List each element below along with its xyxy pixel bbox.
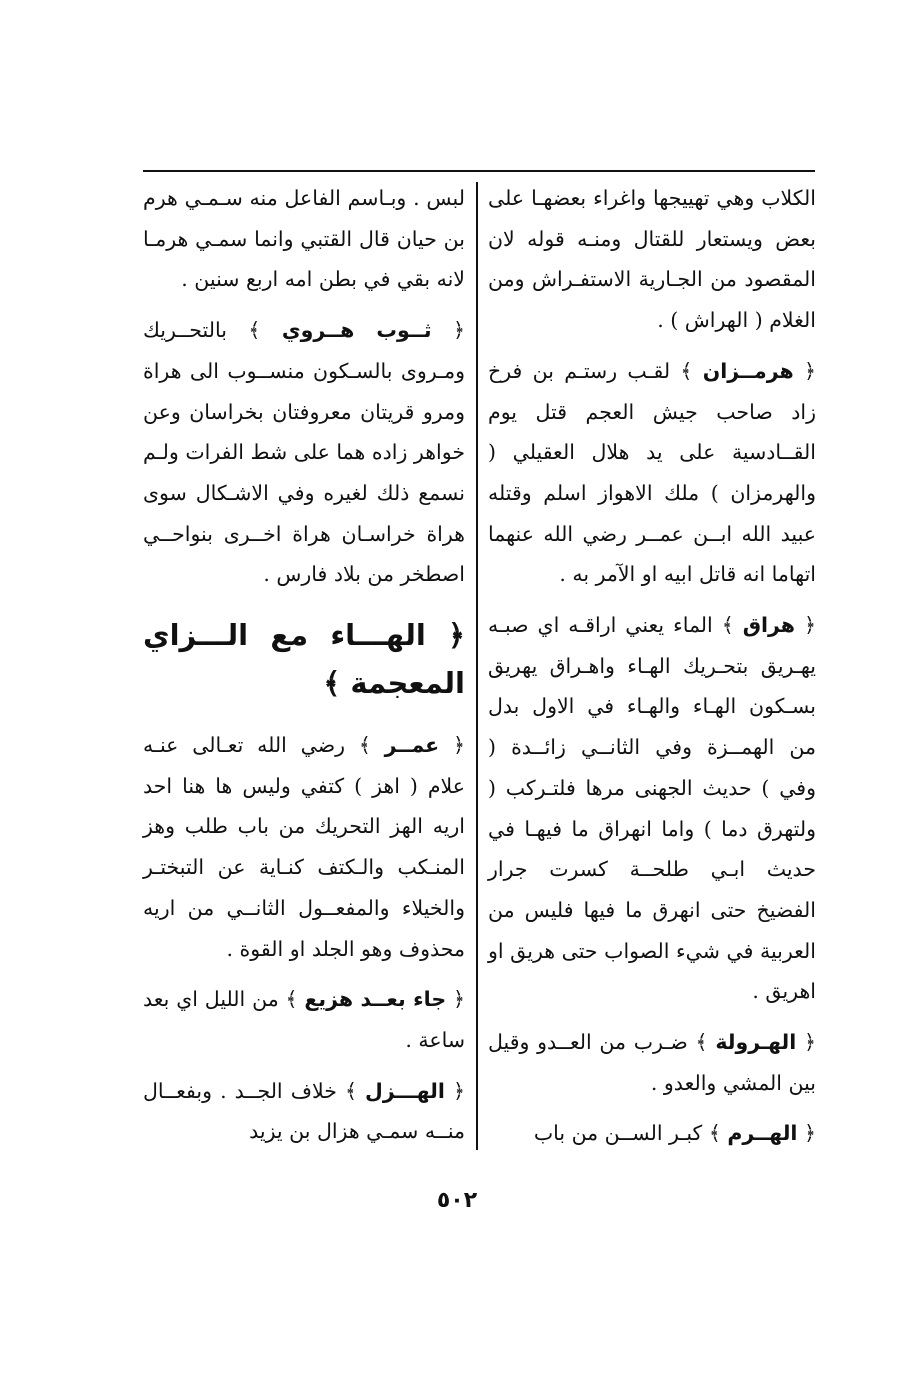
top-rule: [143, 170, 815, 172]
ornate-bracket-open: ﴿: [803, 613, 816, 638]
entry-text: لقـب رستـم بن فرخ زاد صاحب جيش العجم قتل يوم القــادسية على يد هلال العقيلي ( والهرمزان ) ملك الاهواز اسلم وقتله عبيد الله ابــن عمــر رضي الله عنهما اتهاما انه قاتل ابيه او الآمر به .: [488, 358, 816, 587]
right-column: [488, 178, 816, 1164]
page-number: ٥٠٢: [436, 1188, 478, 1213]
entry-umar: [143, 725, 465, 969]
entry-haraqa: [488, 605, 816, 1012]
ornate-bracket-open: ﴿: [803, 1030, 816, 1055]
ornate-bracket-open: ﴿: [452, 1078, 465, 1103]
entry-text: الماء يعني اراقـه اي صبـه يهـريق بتحـريك الهـاء واهـراق يهريق بسـكون الهـاء والهـاء في الاول بدل من الهمــزة وفي الثانــي زائــدة ( وفي ) حديث الجهنى مرها فلتـركب ( ولتهرق دما ) واما انهراق ما فيهـا في حديث ابـي طلحــة كسرت جرار الفضيخ حتى انهرق ما فيها فليس من العربية في شيء الصواب حتى هريق او اهريق .: [488, 613, 816, 1004]
ornate-bracket-close: ﴾: [708, 1121, 721, 1146]
ornate-bracket-close: ﴾: [285, 987, 298, 1012]
ornate-bracket-close: ﴾: [344, 1078, 357, 1103]
entry-text: لبس . وبـاسم الفاعل منه سـمـي هرم بن حيان قال القتبي وانما سمـي هرمـا لانه بقي في بطن امه اربع سنين .: [143, 186, 465, 292]
ornate-bracket-open: ﴿: [803, 358, 816, 383]
entry-headword: الهـرولة: [715, 1030, 797, 1055]
entry-headword: الهـــزل: [365, 1078, 445, 1103]
entry-headword: ثــوب هــروي: [281, 318, 432, 343]
entry-text: رضي الله تعـالى عنـه علام ( اهز ) كتفي وليس ها هنا احد اريه الهز التحريك من باب طلب وهز المنـكب والـكتف كنـاية عن التبختـر والخيلاء والمفعــول الثانــي من اريه محذوف وهو الجلد او القوة .: [143, 733, 465, 961]
ornate-bracket-open: ﴿: [803, 1121, 816, 1146]
ornate-bracket-close: ﴾: [680, 358, 693, 383]
entry-haram: [488, 1113, 816, 1154]
entry-text: بالتحــريك ومـروى بالسـكون منســوب الى هراة ومرو قريتان معروفتان بخراسان وعن خواهر زاده هما على شط الفرات ولـم نسمع ذلك لغيره وفي الاشـكال سوى هراة خراسـان هراة اخــرى بنواحــي اصطخر من بلاد فارس .: [143, 318, 465, 587]
section-heading: ﴿ الهـــاء مع الـــزاي المعجمة ﴾: [143, 618, 465, 701]
entry-headword: الهــرم: [727, 1121, 798, 1146]
ornate-bracket-close: ﴾: [358, 733, 371, 758]
entry-text: من الليل اي بعد ساعة .: [143, 987, 465, 1052]
entry-text: الكلاب وهي تهييجها واغراء بعضهـا على بعض ويستعار للقتال ومنـه قوله لان المقصود من الجـارية الاستفـراش ومن الغلام ( الهراش ) .: [488, 186, 816, 333]
entry-continuation: [143, 178, 465, 300]
entry-continuation: [488, 178, 816, 341]
entry-hazl: [143, 1071, 465, 1152]
entry-harwala: [488, 1022, 816, 1103]
entry-headword: عمــر: [384, 733, 440, 758]
ornate-bracket-open: ﴿: [452, 733, 465, 758]
entry-hazi: [143, 979, 465, 1060]
left-column: [143, 178, 465, 1162]
entry-text: ضـرب من العــدو وقيل بين المشي والعدو .: [488, 1030, 816, 1095]
ornate-bracket-open: ﴿: [452, 987, 465, 1012]
entry-thawb-harawi: [143, 310, 465, 595]
entry-text: خلاف الجــد . وبفعــال منــه سمـي هزال بن يزيد: [143, 1078, 465, 1144]
ornate-bracket-open: ﴿: [452, 318, 465, 343]
ornate-bracket-close: ﴾: [721, 613, 734, 638]
entry-hurmuzan: [488, 351, 816, 595]
ornate-bracket-close: ﴾: [695, 1030, 708, 1055]
entry-headword: هراق: [742, 613, 796, 638]
ornate-bracket-close: ﴾: [248, 318, 261, 343]
entry-headword: هرمــزان: [702, 358, 794, 383]
column-divider: [476, 182, 478, 1150]
entry-text: كبـر الســن من باب: [533, 1121, 703, 1146]
entry-headword: جاء بعــد هزيع: [304, 987, 447, 1012]
